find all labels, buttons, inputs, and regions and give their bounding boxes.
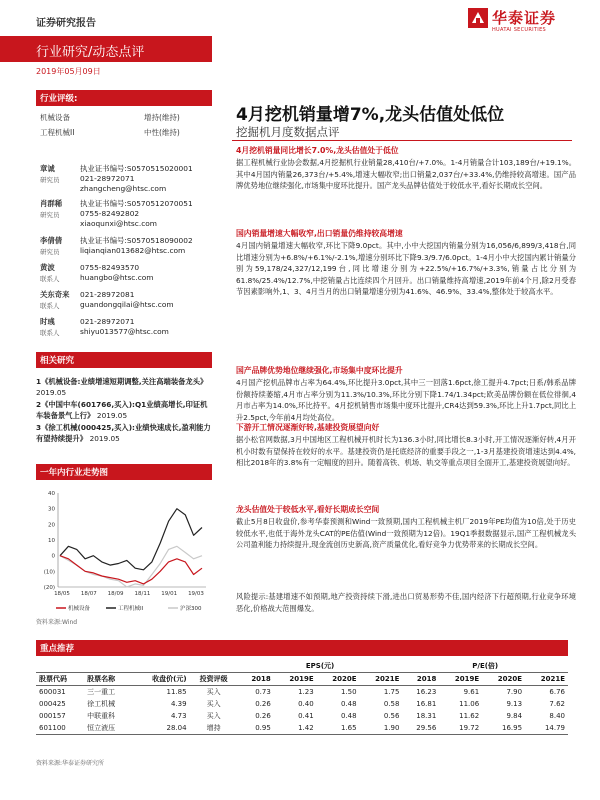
stock-code: 000425 xyxy=(39,700,66,708)
analyst-name: 黄波 xyxy=(40,263,55,272)
pe-2020e: 9.84 xyxy=(506,712,523,720)
stock-code: 000157 xyxy=(39,712,66,720)
brand-logo xyxy=(468,6,568,36)
related-research-list xyxy=(36,376,212,445)
analyst-phone: 0755-82492802 xyxy=(80,209,140,218)
analyst-name: 时彧 xyxy=(40,317,55,326)
related-research-title: 相关研究 xyxy=(36,352,212,368)
eps-2019e: 1.23 xyxy=(298,688,314,696)
eps-2019e: 0.40 xyxy=(298,700,314,708)
table-spacer xyxy=(36,660,238,673)
stock-name: 三一重工 xyxy=(87,688,116,696)
pe-2021e: 8.40 xyxy=(549,712,565,720)
analyst-email-link[interactable]: guandongqilai@htsc.com xyxy=(80,300,174,309)
analyst-name: 关东奇来 xyxy=(40,290,70,299)
x-tick-label: 18/09 xyxy=(107,591,124,597)
brand-name-en: HUATAI SECURITIES xyxy=(492,27,546,33)
stock-code: 600031 xyxy=(39,688,66,696)
trend-chart xyxy=(36,487,212,617)
analyst-cert: 执业证书编号:S0570515020001 xyxy=(80,164,193,173)
rating-value: 中性(维持) xyxy=(144,128,180,137)
table-group-header xyxy=(36,660,568,673)
y-tick-label: 30 xyxy=(48,506,55,513)
analyst-email-link[interactable]: zhangcheng@htsc.com xyxy=(80,184,167,193)
investment-rating: 增持 xyxy=(190,722,238,735)
pe-2021e: 6.76 xyxy=(549,688,565,696)
eps-2019e: 0.41 xyxy=(298,712,314,720)
rating-sector: 机械设备 xyxy=(40,113,70,122)
eps-2018: 0.26 xyxy=(255,712,271,720)
analyst-card xyxy=(36,236,212,260)
analyst-email-link[interactable]: xiaoqunxi@htsc.com xyxy=(80,219,157,228)
y-tick-label: 10 xyxy=(48,538,55,544)
column-header: 2018 xyxy=(238,673,274,686)
section-heading: 4月挖机销量同比增长7.0%,龙头估值处于低位 xyxy=(236,146,399,155)
table-source: 资料来源:华泰证券研究所 xyxy=(36,760,105,767)
related-research-link[interactable] xyxy=(36,376,212,398)
section-heading: 国产品牌优势地位继续强化,市场集中度环比提升 xyxy=(236,366,403,375)
recommendations-table xyxy=(36,660,568,735)
legend-label: 工程机械II xyxy=(118,606,144,612)
eps-2021e: 1.90 xyxy=(360,722,403,735)
related-research-date: 2019.05 xyxy=(36,388,67,397)
analyst-card xyxy=(36,290,212,314)
eps-2019e: 1.42 xyxy=(274,722,317,735)
table-row xyxy=(36,710,568,722)
y-tick-label: 40 xyxy=(48,491,55,497)
pe-group-header: P/E(倍) xyxy=(402,660,568,673)
investment-rating: 买入 xyxy=(206,688,221,696)
section-heading: 龙头估值处于较低水平,看好长期成长空间 xyxy=(236,505,380,514)
section-heading: 下游开工情况逐渐好转,基建投资展望向好 xyxy=(236,423,380,432)
analyst-name: 李倩倩 xyxy=(40,236,63,245)
recommendations-title: 重点推荐 xyxy=(36,640,568,656)
pe-2020e: 16.95 xyxy=(482,722,525,735)
rating-value: 增持(维持) xyxy=(144,113,180,122)
analyst-role: 研究员 xyxy=(40,248,60,256)
related-research-date: 2019.05 xyxy=(89,434,120,443)
y-tick-label: (20) xyxy=(43,585,55,591)
column-header: 股票代码 xyxy=(36,673,84,686)
eps-2018: 0.95 xyxy=(238,722,274,735)
related-research-text: 1《机械设备:业绩增速短期调整,关注高端装备龙头》 xyxy=(36,377,208,386)
analyst-role: 联系人 xyxy=(40,302,60,310)
y-tick-label: 20 xyxy=(48,522,55,529)
risk-warning: 风险提示:基建增速不如预期,地产投资持续下滑,进出口贸易形势不佳,国内经济下行超预期,行业竞争环境恶化,价格战大范围爆发。 xyxy=(236,592,576,613)
related-research-link[interactable] xyxy=(36,422,212,444)
analyst-email-link[interactable]: shiyu013577@htsc.com xyxy=(80,327,169,336)
eps-2021e: 1.75 xyxy=(383,688,400,696)
pe-2018: 16.23 xyxy=(416,688,437,696)
related-research-text: 2《中国中车(601766,买入):Q1业绩高增长,印证机车装备景气上行》 xyxy=(36,400,208,420)
column-header: 2020E xyxy=(482,673,525,686)
category-banner xyxy=(0,36,212,62)
pe-2021e: 7.62 xyxy=(549,700,565,708)
brand-name-cn: 华泰证券 xyxy=(492,9,557,27)
legend-label: 机械设备 xyxy=(68,606,91,612)
title-divider xyxy=(232,140,572,141)
page-title: 4月挖机销量增7%,龙头估值处低位 xyxy=(236,105,505,125)
column-header: 股票名称 xyxy=(84,673,132,686)
series-line xyxy=(60,556,202,584)
page-subtitle: 挖掘机月度数据点评 xyxy=(236,125,340,139)
column-header: 2018 xyxy=(402,673,439,686)
analyst-role: 研究员 xyxy=(40,176,60,184)
y-tick-label: (10) xyxy=(43,569,55,576)
eps-2021e: 0.58 xyxy=(383,700,400,708)
x-tick-label: 18/11 xyxy=(134,591,151,597)
eps-group-header: EPS(元) xyxy=(238,660,403,673)
analyst-phone: 021-28972071 xyxy=(80,317,135,326)
pe-2018: 16.81 xyxy=(416,700,437,708)
eps-2021e: 0.56 xyxy=(383,712,400,720)
trend-chart-title: 一年内行业走势图 xyxy=(36,464,212,480)
column-header: 2019E xyxy=(439,673,482,686)
pe-2019e: 19.72 xyxy=(439,722,482,735)
analyst-name: 肖群稀 xyxy=(40,199,63,208)
column-header: 投资评级 xyxy=(190,673,238,686)
table-row xyxy=(36,686,568,699)
eps-2020e: 1.50 xyxy=(340,688,357,696)
analyst-card xyxy=(36,199,212,233)
pe-2020e: 9.13 xyxy=(506,700,523,708)
column-header: 2020E xyxy=(317,673,360,686)
category-banner-text: 行业研究/动态点评 xyxy=(36,45,145,60)
section-body: 截止5月8日收盘价,参考华泰预测和Wind一致预期,国内工程机械主机厂2019年PE均值为10倍,处于历史较低水平,也低于海外龙头CAT的PE估值(Wind一致预期为12倍)。19Q1季报数据显示,国产工程机械龙头公司盈利能力持续提升,现金流创历史新高,资产质量优化,看好竞争力优势带来的长期成长空间。 xyxy=(236,517,576,549)
eps-2018: 0.26 xyxy=(255,700,271,708)
pe-2019e: 11.62 xyxy=(459,712,480,720)
eps-2020e: 0.48 xyxy=(340,712,357,720)
analyst-role: 联系人 xyxy=(40,275,60,283)
x-tick-label: 19/01 xyxy=(161,591,178,597)
column-header: 2021E xyxy=(360,673,403,686)
rating-sector: 工程机械II xyxy=(40,128,75,137)
analyst-role: 研究员 xyxy=(40,211,60,219)
pe-2020e: 7.90 xyxy=(506,688,523,696)
analyst-email-link[interactable]: huangbo@htsc.com xyxy=(80,273,154,282)
huatai-logo-icon xyxy=(468,8,488,28)
analyst-role: 联系人 xyxy=(40,329,60,337)
trend-chart-svg xyxy=(36,487,212,617)
analyst-phone: 0755-82493570 xyxy=(80,263,140,272)
table-row xyxy=(36,698,568,710)
section-body: 据小松官网数据,3月中国地区工程机械开机时长为136.3小时,同比增长8.3小时,开工情况逐渐好转,4月开机小时数有望保持在较好的水平。基建投资仍是托底经济的重要手段之一,1-3月基建投资增速达到4.4%,相比2018年的3.8%有一定幅度的回升。随着高铁、机场、轨交等重点项目全面开工,基建投资展望向好。 xyxy=(236,435,576,467)
related-research-link[interactable] xyxy=(36,399,212,421)
close-price: 11.85 xyxy=(166,688,187,696)
close-price: 4.39 xyxy=(170,700,187,708)
pe-2018: 18.31 xyxy=(416,712,437,720)
y-tick-label: 0 xyxy=(51,553,55,560)
column-header: 2019E xyxy=(274,673,317,686)
x-tick-label: 19/03 xyxy=(188,591,204,597)
eps-2020e: 1.65 xyxy=(317,722,360,735)
related-research-text: 3《徐工机械(000425,买入):业绩快速成长,盈利能力有望持续提升》 xyxy=(36,423,211,443)
stock-name: 徐工机械 xyxy=(87,700,116,708)
legend-label: 沪深300 xyxy=(180,606,202,612)
related-research-date: 2019.05 xyxy=(96,411,128,420)
section-body: 4月国产挖机品牌市占率为64.4%,环比提升3.0pct,其中三一回落1.6pct,徐工提升4.7pct;日系/韩系品牌份额持续萎缩,4月市占率分别为11.3%/10.3%,环比分别下降1.74/1.34pct;欧美品牌份额在低位徘徊,4月市占率为14.0%,环比持平。4月挖机销售市场集中度环比提升,CR4达到59.3%,环比上升1.7pct,同比上升2.5pct,今年前4月均处高位。 xyxy=(236,378,576,422)
pe-2019e: 9.61 xyxy=(463,688,480,696)
section-heading: 国内销量增速大幅收窄,出口销量仍维持较高增速 xyxy=(236,229,403,238)
investment-rating: 买入 xyxy=(206,712,221,720)
chart-source: 资料来源:Wind xyxy=(36,619,78,626)
stock-name: 中联重科 xyxy=(87,712,116,720)
analyst-card xyxy=(36,317,212,341)
analyst-cert: 执业证书编号:S0570518090002 xyxy=(80,236,193,245)
column-header: 2021E xyxy=(525,673,568,686)
analyst-email-link[interactable]: liqianqian013682@htsc.com xyxy=(80,246,186,255)
report-date: 2019年05月09日 xyxy=(36,67,101,76)
section-body: 据工程机械行业协会数据,4月挖掘机行业销量28,410台/+7.0%。1-4月销量合计103,189台/+19.1%。其中4月国内销量26,373台/+5.4%,增速大幅收窄;出口销量2,037台/+33.4%,仍维持较高增速。国产品牌优势地位继续强化,市场集中度环比提升。国产龙头品牌估值处于较低水平,看好长期成长空间。 xyxy=(236,158,576,190)
analyst-name: 章诚 xyxy=(40,164,55,173)
eps-2018: 0.73 xyxy=(255,688,271,696)
table-row xyxy=(36,722,568,735)
x-tick-label: 18/05 xyxy=(54,591,70,597)
analyst-phone: 021-28972071 xyxy=(80,174,135,183)
investment-rating: 买入 xyxy=(206,700,221,708)
analyst-card xyxy=(36,164,212,198)
pe-2019e: 11.06 xyxy=(459,700,480,708)
table-column-header xyxy=(36,673,568,686)
analyst-card xyxy=(36,263,212,287)
eps-2020e: 0.48 xyxy=(340,700,357,708)
stock-name: 恒立液压 xyxy=(84,722,132,735)
x-tick-label: 18/07 xyxy=(80,591,97,597)
close-price: 28.04 xyxy=(132,722,189,735)
pe-2021e: 14.79 xyxy=(525,722,568,735)
close-price: 4.73 xyxy=(170,712,187,720)
column-header: 收盘价(元) xyxy=(132,673,189,686)
analyst-phone: 021-28972081 xyxy=(80,290,135,299)
report-type-label: 证券研究报告 xyxy=(36,18,96,29)
section-body: 4月国内销量增速大幅收窄,环比下降9.0pct。其中,小中大挖国内销量分别为16,056/6,899/3,418台,同比增速分别为+6.8%/+6.1%/-2.1%,增速分别环比下降9.3/9.7/6.0pct。1-4月小中大挖国内累计销量分别为59,178/24,327/12,199台,同比增速分别为+22.5%/+16.7%/+3.3%,销量占比分别为61.8%/25.4%/12.7%,中挖销量占比连续四个月回升。出口销量维持高增速,2019年前4个月,除2月受春节因素影响外,1、3、4月当月的出口销量增速分别为41.6%、46.9%、33.4%,整体处于较高水平。 xyxy=(236,241,576,296)
industry-rating-title: 行业评级: xyxy=(36,90,212,106)
stock-code: 601100 xyxy=(36,722,84,735)
analyst-cert: 执业证书编号:S0570512070051 xyxy=(80,199,193,208)
pe-2018: 29.56 xyxy=(402,722,439,735)
